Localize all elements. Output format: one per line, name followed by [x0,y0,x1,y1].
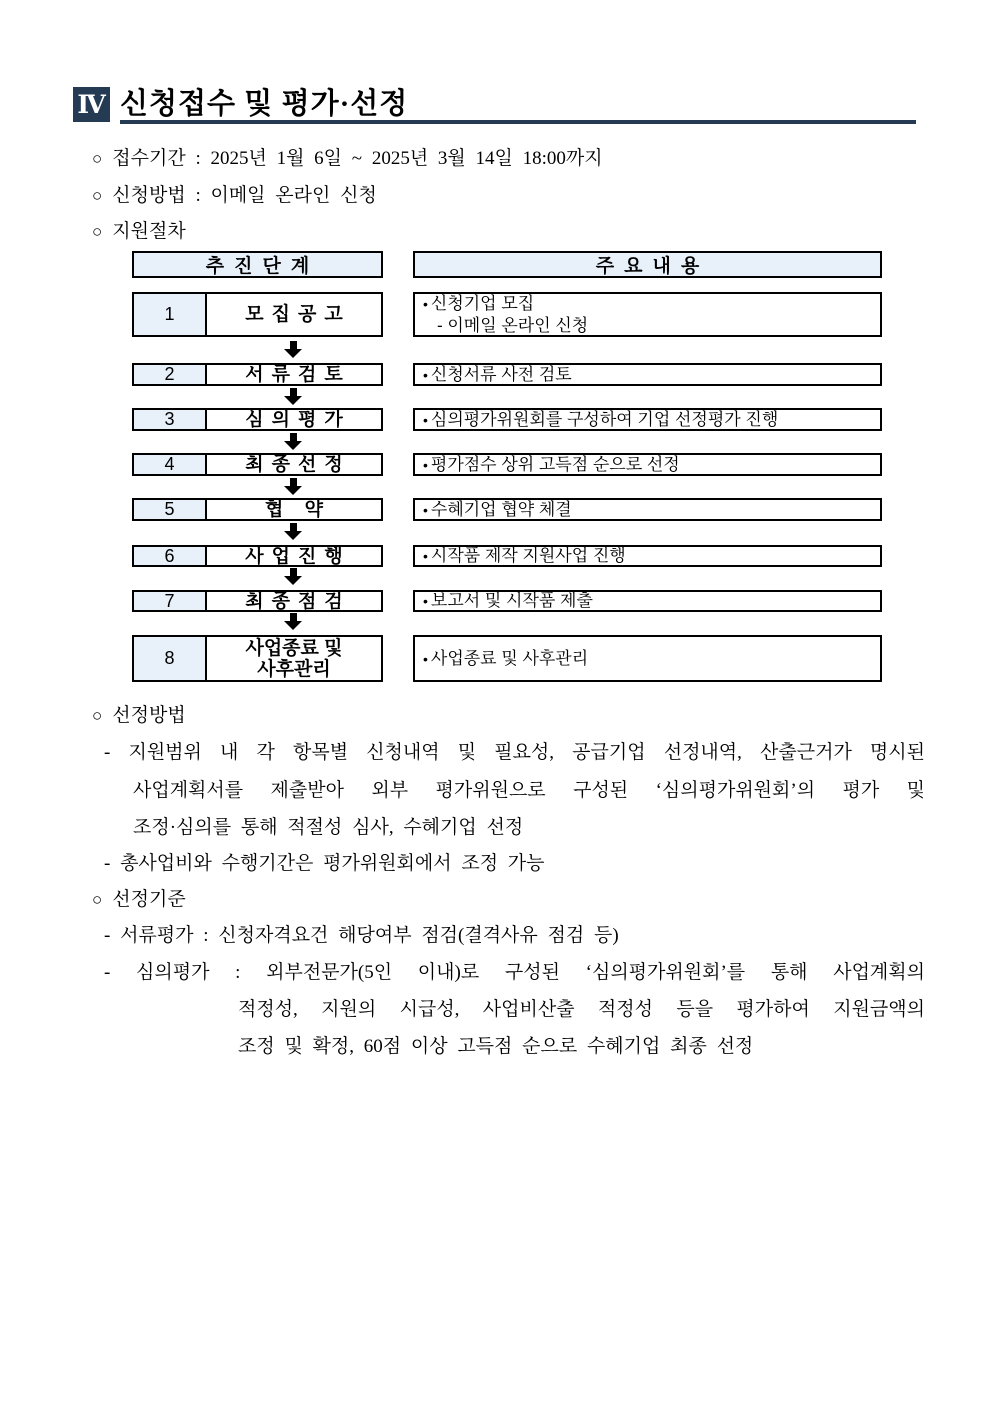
content-line [423,499,880,521]
circle-bullet-icon: ○ [92,222,103,241]
step-number: 7 [134,592,207,610]
down-arrow-icon [284,388,302,405]
dot-bullet-icon: • [423,296,428,312]
section-numeral: Ⅳ [77,91,106,119]
content-text: 신청기업 모집 [430,294,535,313]
step-name: 심의평가 [245,409,351,430]
content-box-6 [413,545,882,567]
step-name-line2: 사후관리 [257,658,331,680]
content-box-8 [413,635,882,682]
info-line-application-method [92,183,377,209]
step-name-line1: 사업종료 및 [245,637,343,659]
content-text: 시작품 제작 지원사업 진행 [430,546,626,565]
heading-text: 선정방법 [112,705,186,726]
info-text: 지원절차 [112,221,186,242]
info-text: 접수기간 : 2025년 1월 6일 ~ 2025년 3월 14일 18:00까지 [112,148,603,169]
step-number: 4 [134,455,207,474]
circle-bullet-icon: ○ [92,706,103,725]
criteria-review-eval-line3: 조정 및 확정, 60점 이상 고득점 순으로 수혜기업 최종 선정 [238,1036,754,1057]
content-text: 신청서류 사전 검토 [430,364,572,384]
content-text: 보고서 및 시작품 제출 [430,591,593,610]
flowchart-header-steps: 추진단계 [132,251,383,278]
down-arrow-icon [284,568,302,585]
content-text: 평가점수 상위 고득점 순으로 선정 [430,454,680,474]
step-box-1 [132,292,383,337]
content-subline: - 이메일 온라인 신청 [437,316,589,335]
step-box-2 [132,363,383,386]
dot-bullet-icon: • [423,548,428,564]
down-arrow-icon [284,341,302,358]
step-name: 모집공고 [245,304,351,325]
content-line [423,409,880,431]
step-name: 사업진행 [245,545,351,567]
criteria-doc-eval: - 서류평가 : 신청자격요건 해당여부 점검(결격사유 점검 등) [104,925,619,946]
content-text: 심의평가위원회를 구성하여 기업 선정평가 진행 [430,409,779,429]
circle-bullet-icon: ○ [92,149,103,168]
flowchart-header-contents: 주요내용 [413,251,882,278]
step-number: 3 [134,410,207,429]
content-box-3 [413,408,882,431]
content-box-2 [413,363,882,386]
dot-bullet-icon: • [423,593,428,609]
content-line [423,545,880,567]
step-name [207,637,381,680]
circle-bullet-icon: ○ [92,890,103,909]
info-line-reception-period [92,146,603,172]
section-numeral-badge [73,87,110,122]
content-line [423,648,880,670]
down-arrow-icon [284,613,302,630]
down-arrow-icon [284,478,302,495]
step-name: 협 약 [265,499,331,520]
dot-bullet-icon: • [423,501,428,518]
step-name: 최종선정 [245,454,351,475]
page-title: 신청접수 및 평가·선정 [120,88,409,120]
content-box-5 [413,498,882,521]
step-box-5 [132,498,383,521]
step-name: 서류검토 [245,364,351,385]
info-line-support-procedure [92,219,186,245]
content-text: 사업종료 및 사후관리 [430,648,589,668]
criteria-review-eval-line2: 적정성, 지원의 시급성, 사업비산출 적정성 등을 평가하여 지원금액의 [238,999,925,1020]
content-box-4 [413,453,882,476]
selection-method-para1-line2: 사업계획서를 제출받아 외부 평가위원으로 구성된 ‘심의평가위원회’의 평가 및 [133,780,925,801]
criteria-review-eval-line1: - 심의평가 : 외부전문가(5인 이내)로 구성된 ‘심의평가위원회’를 통해 사업계획의 [104,962,925,983]
selection-criteria-heading [92,887,186,913]
down-arrow-icon [284,433,302,450]
content-line [423,590,880,612]
content-line [423,454,880,476]
content-box-7 [413,590,882,612]
selection-method-para1-line1: - 지원범위 내 각 항목별 신청내역 및 필요성, 공급기업 선정내역, 산출근거가 명시된 [104,742,925,763]
content-line [423,293,880,315]
selection-method-para1-line3: 조정·심의를 통해 적절성 심사, 수혜기업 선정 [133,817,524,838]
title-underline [120,120,916,124]
down-arrow-icon [284,523,302,540]
dot-bullet-icon: • [423,411,428,428]
step-box-3 [132,408,383,431]
step-number: 5 [134,500,207,519]
step-name: 최종점검 [245,590,351,612]
step-box-6 [132,545,383,567]
dot-bullet-icon: • [423,456,428,473]
content-box-1 [413,292,882,337]
selection-method-heading [92,703,186,729]
step-box-7 [132,590,383,612]
step-box-4 [132,453,383,476]
content-text: 수혜기업 협약 체결 [430,499,572,519]
step-number: 2 [134,365,207,384]
dot-bullet-icon: • [423,650,428,667]
heading-text: 선정기준 [112,889,186,910]
step-number: 8 [134,637,207,680]
dot-bullet-icon: • [423,366,428,383]
step-box-8 [132,635,383,682]
content-line [423,364,880,386]
step-number: 6 [134,547,207,565]
step-number: 1 [134,294,207,335]
info-text: 신청방법 : 이메일 온라인 신청 [112,185,377,206]
selection-method-para2: - 총사업비와 수행기간은 평가위원회에서 조정 가능 [104,853,545,874]
circle-bullet-icon: ○ [92,186,103,205]
